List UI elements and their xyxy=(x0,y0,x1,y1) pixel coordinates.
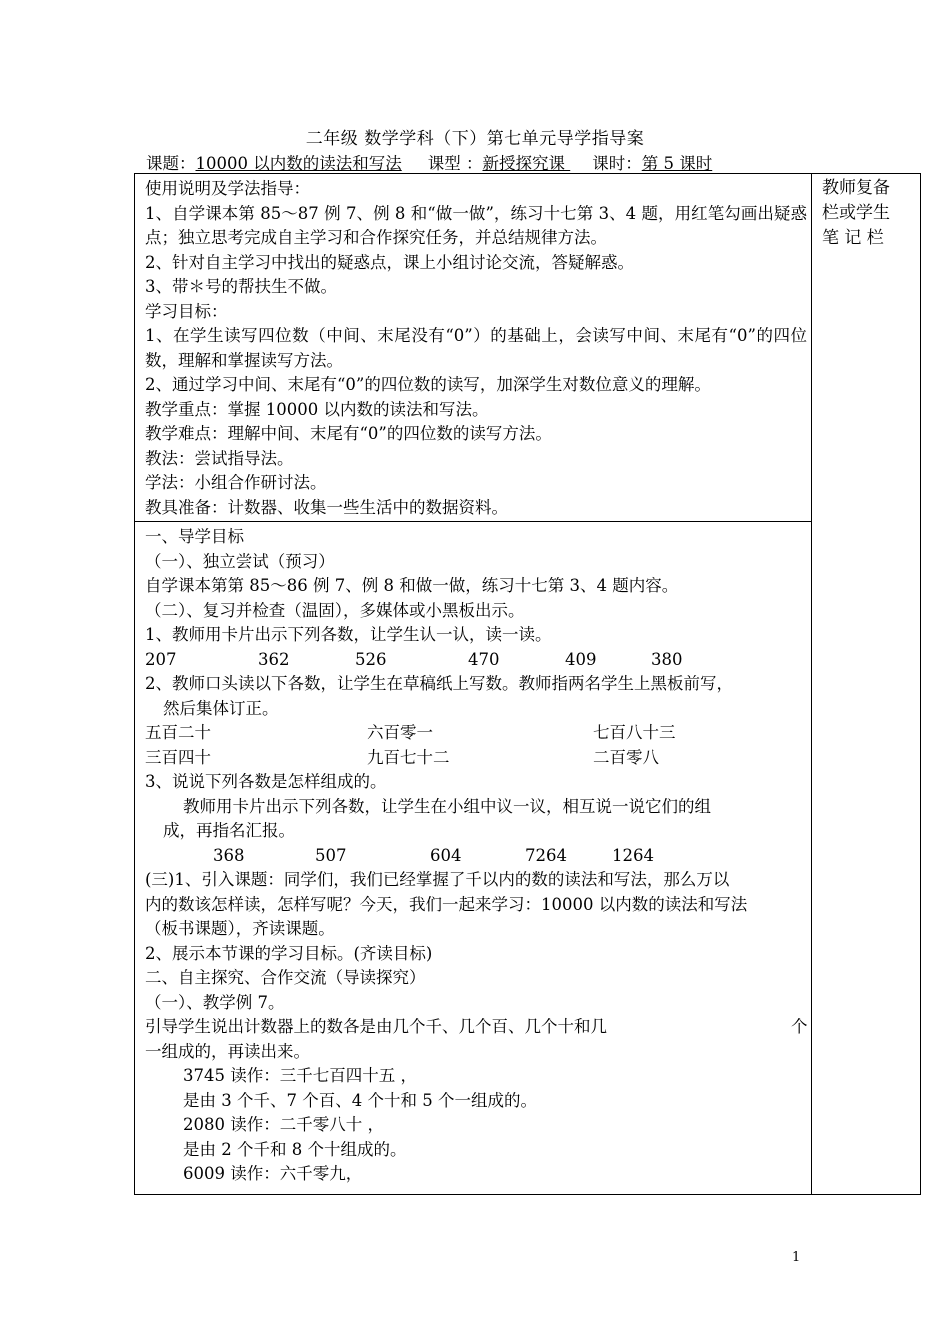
number-item: 380 xyxy=(651,649,683,669)
text-line: 2、教师口头读以下各数，让学生在草稿纸上写数。教师指两名学生上黑板前写， xyxy=(145,674,733,693)
teaching-aids: 教具准备：计数器、收集一些生活中的数据资料。 xyxy=(145,497,508,517)
word-item: 九百七十二 xyxy=(367,747,450,767)
hours-value: 第 5 课时 xyxy=(641,154,713,173)
text-line: 是由 3 个千、7 个百、4 个十和 5 个一组成的。 xyxy=(183,1090,537,1110)
column-divider xyxy=(811,173,812,1195)
text-line: 3745 读作：三千七百四十五 ， xyxy=(183,1066,417,1085)
difficult-point: 教学难点：理解中间、末尾有“0”的四位数的读写方法。 xyxy=(145,424,552,443)
side-note-line: 栏或学生 xyxy=(822,203,890,223)
word-row xyxy=(145,721,807,746)
text-line: 个 xyxy=(791,1017,808,1036)
text-line: 引导学生说出计数器上的数各是由几个千、几个百、几个十和几 xyxy=(145,1017,607,1036)
side-note-line: 教师复备 xyxy=(822,178,890,198)
word-item: 六百零一 xyxy=(367,723,433,742)
text-line: 内的数该怎样读，怎样写呢？今天，我们一起来学习：10000 以内数的读法和写法 xyxy=(145,894,748,914)
section-heading: 学习目标： xyxy=(145,301,228,321)
word-item: 三百四十 xyxy=(145,747,211,767)
word-item: 七百八十三 xyxy=(593,723,676,742)
subsection-heading: （二）、复习并检查（温固），多媒体或小黑板出示。 xyxy=(145,600,525,620)
text-line: 是由 2 个千和 8 个十组成的。 xyxy=(183,1139,407,1159)
lesson-meta xyxy=(146,150,712,174)
teacher-notes-column xyxy=(822,176,908,251)
objective-item: 1、在学生读写四位数（中间、末尾没有“0”）的基础上，会读写中间、末尾有“0”的四位数，理解和掌握读写方法。 xyxy=(145,326,807,370)
number-item: 362 xyxy=(258,649,290,669)
instructions-section xyxy=(145,177,807,520)
text-line: 教师用卡片出示下列各数，让学生在小组中议一议，相互说一说它们的组 xyxy=(183,796,711,816)
text-row xyxy=(145,1015,807,1040)
text-line: 成，再指名汇报。 xyxy=(163,821,295,840)
key-point: 教学重点：掌握 10000 以内数的读法和写法。 xyxy=(145,399,489,419)
text-line: 一组成的，再读出来。 xyxy=(145,1041,310,1061)
side-note-line: 笔 记 栏 xyxy=(822,228,884,248)
number-item: 526 xyxy=(355,649,387,669)
section-heading: 二、自主探究、合作交流（导读探究） xyxy=(145,968,426,987)
number-item: 207 xyxy=(145,649,177,669)
instruction-item: 3、带＊号的帮扶生不做。 xyxy=(145,277,337,296)
text-line: 2、展示本节课的学习目标。(齐读目标) xyxy=(145,943,433,963)
number-item: 7264 xyxy=(525,845,567,865)
text-line: （板书课题），齐读课题。 xyxy=(145,919,335,938)
subsection-heading: （一）、独立尝试（预习） xyxy=(145,551,335,571)
number-item: 470 xyxy=(468,649,500,669)
lesson-process-section xyxy=(145,525,807,1187)
subsection-heading: （一）、教学例 7。 xyxy=(145,992,285,1012)
instruction-item: 1、自学课本第 85～87 例 7、例 8 和“做一做”，练习十七第 3、4 题，用红笔勾画出疑惑点；独立思考完成自主学习和合作探究任务，并总结规律方法。 xyxy=(145,203,807,247)
number-item: 507 xyxy=(315,845,347,865)
learning-method: 学法：小组合作研讨法。 xyxy=(145,473,327,492)
number-item: 368 xyxy=(213,845,245,865)
number-row xyxy=(145,648,807,673)
topic-value: 10000 以内数的读法和写法 xyxy=(195,154,402,173)
page-number: 1 xyxy=(792,1250,801,1265)
section-heading: 使用说明及学法指导： xyxy=(145,179,310,198)
objective-item: 2、通过学习中间、末尾有“0”的四位数的读写，加深学生对数位意义的理解。 xyxy=(145,375,711,394)
number-item: 604 xyxy=(430,845,462,865)
word-item: 二百零八 xyxy=(593,747,659,767)
word-row xyxy=(145,746,807,771)
text-line: 2080 读作：二千零八十 ， xyxy=(183,1115,384,1134)
word-item: 五百二十 xyxy=(145,723,211,742)
text-line: 3、说说下列各数是怎样组成的。 xyxy=(145,772,387,791)
type-value: 新授探究课 xyxy=(482,154,571,173)
teaching-method: 教法：尝试指导法。 xyxy=(145,448,294,468)
text-line: (三)1、引入课题：同学们，我们已经掌握了千以内的数的读法和写法，那么万以 xyxy=(145,870,730,889)
section-heading: 一、导学目标 xyxy=(145,527,244,546)
text-line: 6009 读作：六千零九， xyxy=(183,1164,363,1183)
topic-label: 课题： xyxy=(146,154,196,173)
number-item: 1264 xyxy=(612,845,654,865)
hours-label: 课时： xyxy=(592,154,642,173)
type-label: 课型 ： xyxy=(427,154,483,173)
page-title: 二年级 数学学科（下）第七单元导学指导案 xyxy=(305,129,645,149)
text-line: 1、教师用卡片出示下列各数，让学生认一认，读一读。 xyxy=(145,625,552,644)
row-divider xyxy=(134,521,812,522)
text-line: 自学课本第第 85～86 例 7、例 8 和做一做，练习十七第 3、4 题内容。 xyxy=(145,576,679,595)
text-line: 然后集体订正。 xyxy=(163,698,279,718)
instruction-item: 2、针对自主学习中找出的疑惑点，课上小组讨论交流，答疑解惑。 xyxy=(145,252,634,272)
number-item: 409 xyxy=(565,649,597,669)
number-row xyxy=(145,844,807,869)
